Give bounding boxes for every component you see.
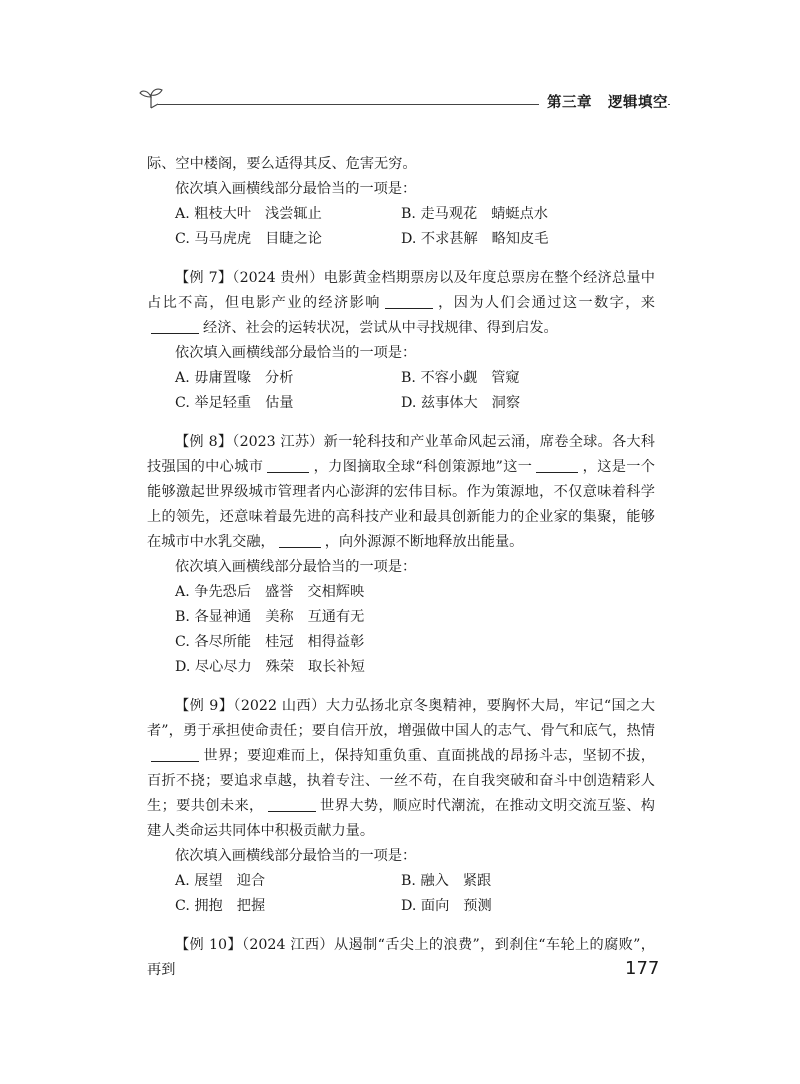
example-source: （2022 山西） xyxy=(233,698,326,714)
option-list xyxy=(147,580,655,680)
example-source: （2024 贵州） xyxy=(232,270,324,286)
question-prompt: 依次填入画横线部分最恰当的一项是： xyxy=(175,848,417,864)
question-prompt: 依次填入画横线部分最恰当的一项是： xyxy=(175,345,417,361)
option-b: B. 各显神通 美称 互通有无 xyxy=(175,609,365,625)
option-a: A. 粗枝大叶 浅尝辄止 xyxy=(175,206,322,222)
option-c: C. 马马虎虎 目睫之论 xyxy=(175,231,322,247)
chapter-heading xyxy=(539,91,668,112)
example-10-stem: 【例 10】（2024 江西）从遏制“舌尖上的浪费”，到刹住“车轮上的腐败”，再到 xyxy=(147,937,655,978)
example-7-stem: 【例 7】（2024 贵州）电影黄金档期票房以及年度总票房在整个经济总量中占比不高，但电影产业的经济影响 ，因为人们会通过这一数字，来经济、社会的运转状况，尝试从中寻找规律、得到启发。 xyxy=(147,270,655,336)
option-list xyxy=(147,869,655,919)
example-tag: 【例 10】 xyxy=(175,937,242,953)
example-8-stem: 【例 8】（2023 江苏）新一轮科技和产业革命风起云涌，席卷全球。各大科技强国的中心城市 ，力图摘取全球“科创策源地”这一 ，这是一个能够激起世界级城市管理者内心澎湃的宏伟目标。作为策源地，不仅意味着科学上的领先，还意味着最先进的高科技产业和最具创新能力的企业家的集聚，能够在城市中水乳交融， ，向外源源不断地释放出能量。 xyxy=(147,434,655,550)
example-tag: 【例 7】 xyxy=(175,270,233,286)
answer-blank xyxy=(268,797,316,812)
chapter-title: 逻辑填空 xyxy=(608,95,668,111)
option-a: A. 展望 迎合 xyxy=(175,873,266,889)
option-list xyxy=(147,366,655,416)
answer-blank xyxy=(267,458,309,473)
question-prompt: 依次填入画横线部分最恰当的一项是： xyxy=(175,181,417,197)
answer-blank xyxy=(385,294,433,309)
option-c: C. 各尽所能 桂冠 相得益彰 xyxy=(175,634,365,650)
chapter-number: 第三章 xyxy=(547,95,592,111)
option-d: D. 面向 预测 xyxy=(401,898,492,914)
option-a: A. 争先恐后 盛誉 交相辉映 xyxy=(175,584,365,600)
example-tag: 【例 8】 xyxy=(175,434,233,450)
example-9-stem: 【例 9】（2022 山西）大力弘扬北京冬奥精神，要胸怀大局，牢记“国之大者”，勇于承担使命责任；要自信开放，增强做中国人的志气、骨气和底气，热情世界；要迎难而上，保持知重负重、直面挑战的昂扬斗志，坚韧不拔，百折不挠；要追求卓越，执着专注、一丝不苟，在自我突破和奋斗中创造精彩人生；要共创未来， 世界大势，顺应时代潮流，在推动文明交流互鉴、构建人类命运共同体中积极贡献力量。 xyxy=(147,698,655,839)
answer-blank xyxy=(151,319,199,334)
option-c: C. 拥抱 把握 xyxy=(175,898,266,914)
option-c: C. 举足轻重 估量 xyxy=(175,395,294,411)
example-source: （2024 江西） xyxy=(241,937,334,953)
option-d: D. 兹事体大 洞察 xyxy=(401,395,521,411)
running-header xyxy=(138,86,668,116)
sprout-icon xyxy=(138,86,164,110)
option-b: B. 融入 紧跟 xyxy=(401,873,492,889)
question-prompt: 依次填入画横线部分最恰当的一项是： xyxy=(175,559,417,575)
example-tag: 【例 9】 xyxy=(175,698,234,714)
answer-blank xyxy=(536,458,578,473)
option-list xyxy=(147,202,655,252)
option-b: B. 走马观花 蜻蜓点水 xyxy=(401,206,548,222)
option-b: B. 不容小觑 管窥 xyxy=(401,370,520,386)
page-body xyxy=(147,152,655,983)
example-source: （2023 江苏） xyxy=(232,434,324,450)
answer-blank xyxy=(279,533,321,548)
option-d: D. 不求甚解 略知皮毛 xyxy=(401,231,549,247)
page-number: 177 xyxy=(625,958,660,979)
option-a: A. 毋庸置喙 分析 xyxy=(175,370,294,386)
option-d: D. 尽心尽力 殊荣 取长补短 xyxy=(175,659,365,675)
continued-text: 际、空中楼阁，要么适得其反、危害无穷。 xyxy=(147,156,417,172)
answer-blank xyxy=(151,747,199,762)
